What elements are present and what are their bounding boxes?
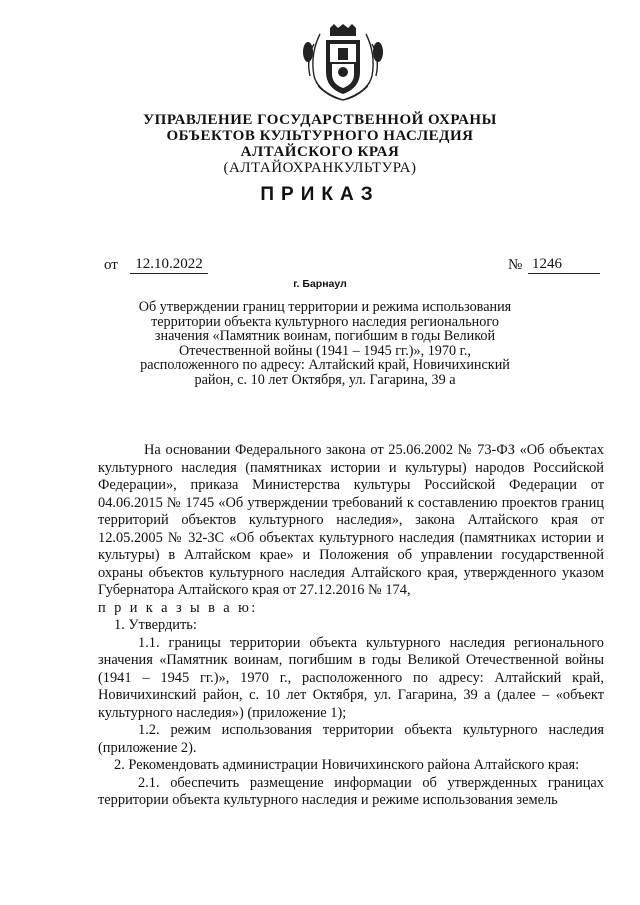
list-item-1: 1. Утвердить: (114, 617, 197, 633)
list-item-1-1: 1.1. границы территории объекта культурного наследия регионального значения «Памятник воинам, погибшим в годы Великой Отечественной войны (1941 – 1945 гг.)», 1970 г., расположенного по адресу: Алтайский край, Новичихинский район, с. 10 лет Октября, ул. Гагарина, 39 а (далее – «объект культурного наследия») (приложение 1); (98, 634, 604, 721)
subject-line: район, с. 10 лет Октября, ул. Гагарина, 39 а (194, 371, 456, 388)
subject-line: Отечественной войны (1941 – 1945 гг.)», 1970 г., (179, 342, 471, 359)
org-name-line1: УПРАВЛЕНИЕ ГОСУДАРСТВЕННОЙ ОХРАНЫ (143, 112, 497, 128)
subject-line: расположенного по адресу: Алтайский край, Новичихинский (140, 357, 510, 373)
document-title: ПРИКАЗ (260, 184, 380, 205)
org-short-name: (АЛТАЙОХРАНКУЛЬТУРА) (223, 160, 417, 176)
list-item-2-1: 2.1. обеспечить размещение информации об утвержденных границах территории объекта культурного наследия и режиме использования земель (98, 774, 604, 808)
preamble-paragraph: На основании Федерального закона от 25.06.2002 № 73-ФЗ «Об объектах культурного наследия (памятниках истории и культуры) народов Российской Федерации», приказа Министерства культуры Российской Федерации от 04.06.2015 № 1745 «Об утверждении требований к составлению проектов границ территорий объектов культурного наследия», закона Алтайского края от 12.05.2005 № 32-ЗС «Об объектах культурного наследия (памятниках истории и культуры) в Алтайском крае» и Положения об управлении государственной охраны объектов культурного наследия Алтайского края, утвержденного указом Губернатора Алтайского края от 27.12.2016 № 174, (98, 442, 604, 598)
subject-line: значения «Памятник воинам, погибшим в годы Великой (154, 328, 496, 344)
subject-line: территории объекта культурного наследия регионального (151, 313, 499, 330)
order-word: п р и к а з ы в а ю: (98, 599, 258, 616)
org-name-line2: ОБЪЕКТОВ КУЛЬТУРНОГО НАСЛЕДИЯ (166, 128, 474, 144)
number-label: № (508, 257, 523, 273)
document-number: 1246 (528, 256, 600, 274)
document-date: 12.10.2022 (130, 256, 208, 274)
list-item-2: 2. Рекомендовать администрации Новичихинского района Алтайского края: (114, 757, 580, 773)
document-body (98, 442, 604, 810)
list-item-1-2: 1.2. режим использования территории объекта культурного наследия (приложение 2). (98, 722, 604, 756)
document-subject (120, 300, 530, 387)
city-name: г. Барнаул (293, 278, 347, 290)
org-name-line3: АЛТАЙСКОГО КРАЯ (240, 144, 400, 160)
subject-line: Об утверждении границ территории и режима использования (138, 299, 512, 315)
date-label: от (104, 257, 118, 273)
coat-of-arms-emblem (300, 24, 386, 104)
